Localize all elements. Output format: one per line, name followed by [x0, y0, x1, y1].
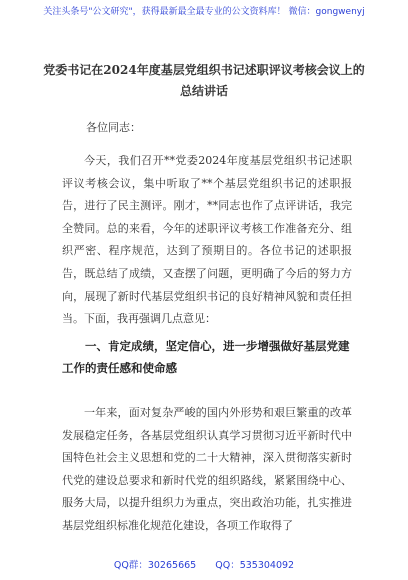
document-title: 党委书记在2024年度基层党组织书记述职评议考核会议上的总结讲话: [43, 63, 365, 98]
promo-banner[interactable]: 关注头条号"公文研究"，获得最新最全最专业的公文资料库！ 微信：gongwenyj: [43, 7, 365, 17]
paragraph-1: 今天，我们召开**党委2024年度基层党组织书记述职评议考核会议，集中听取了**个基层党组织书记的述职报告，进行了民主测评。刚才，**同志也作了点评讲话，我完全赞同。总的来看，今年的述职评议考核工作准备充分、组织严密、程序规范，达到了预期目的。各位书记的述职报告，既总结了成绩，又查摆了问题，更明确了今后的努力方向，展现了新时代基层党组织书记的良好精神风貌和责任担当。下面，我再强调几点意见：: [62, 154, 352, 326]
footer-qq[interactable]: QQ：535304092: [215, 560, 295, 571]
footer-contact: [0, 557, 408, 571]
footer-qq-group[interactable]: QQ群：30265665: [113, 560, 197, 571]
paragraph-2: 一年来，面对复杂严峻的国内外形势和艰巨繁重的改革发展稳定任务，各基层党组织认真学习贯彻习近平新时代中国特色社会主义思想和党的二十大精神，深入贯彻落实新时代党的建设总要求和新时代党的组织路线，紧紧围绕中心、服务大局，以提升组织力为重点，突出政治功能，扎实推进基层党组织标准化规范化建设，各项工作取得了: [62, 406, 352, 532]
section-heading-1: 一、肯定成绩，坚定信心，进一步增强做好基层党建工作的责任感和使命感: [62, 339, 350, 375]
greeting: 各位同志：: [86, 121, 141, 134]
